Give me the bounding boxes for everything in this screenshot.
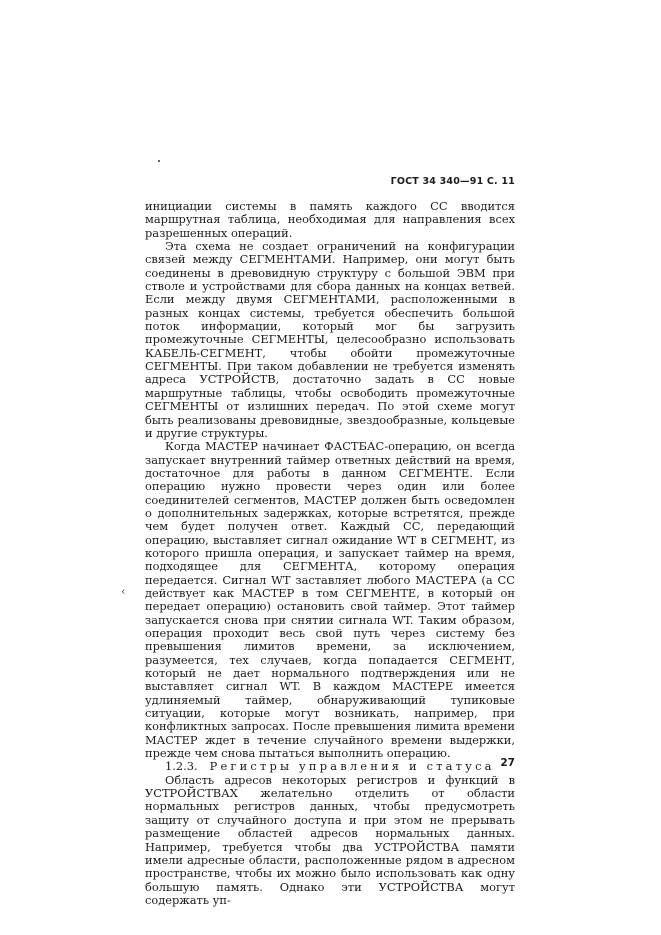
body-text	[145, 200, 515, 907]
paragraph-continuation: инициации системы в память каждого СС вводится маршрутная таблица, необходимая для направления всех разрешенных операций.	[145, 199, 515, 240]
section-title: Регистры управления и статуса	[209, 759, 495, 774]
section-number: 1.2.3.	[165, 759, 198, 774]
paragraph-topology: Эта схема не создает ограничений на конфигурации связей между СЕГМЕНТАМИ. Например, они могут быть соединены в древовидную структуру с большой ЭВМ при стволе и устройствами для сбора данных на концах ветвей. Если между двумя СЕГМЕНТАМИ, расположенными в разных концах системы, требуется обеспечить большой поток информации, который мог бы загрузить промежуточные СЕГМЕНТЫ, целесообразно использовать КАБЕЛЬ-СЕГМЕНТ, чтобы обойти промежуточные СЕГМЕНТЫ. При таком добавлении не требуется изменять адреса УСТРОЙСТВ, достаточно задать в СС новые маршрутные таблицы, чтобы освободить промежуточные СЕГМЕНТЫ от излишних передач. По этой схеме могут быть реализованы древовидные, звездообразные, кольцевые и другие структуры.	[145, 239, 515, 440]
speck-mark	[158, 160, 160, 162]
paragraph-registers: Область адресов некоторых регистров и функций в УСТРОЙСТВАХ желательно отделить от области нормальных регистров данных, чтобы предусмотреть защиту от случайного доступа и при этом не прерывать размещение областей адресов нормальных данных. Например, требуется чтобы два УСТРОЙСТВА памяти имели адресные области, расположенные рядом в адресном пространстве, чтобы их можно было использовать как одну большую память. Однако эти УСТРОЙСТВА могут содержать уп-	[145, 772, 515, 907]
section-heading	[145, 760, 515, 773]
page-number: 27	[500, 757, 515, 769]
paragraph-timer: Когда МАСТЕР начинает ФАСТБАС-операцию, он всегда запускает внутренний таймер ответных действий на время, достаточное для работы в данном СЕГМЕНТЕ. Если операцию нужно провести через один или более соединителей сегментов, МАСТЕР должен быть осведомлен о дополнительных задержках, которые встретятся, прежде чем будет получен ответ. Каждый СС, передающий операцию, выставляет сигнал ожидание WT в СЕГМЕНТ, из которого пришла операция, и запускает таймер на время, подходящее для СЕГМЕНТА, которому операция передается. Сигнал WT заставляет любого МАСТЕРА (а СС действует как МАСТЕР в том СЕГМЕНТЕ, в который он передает операцию) остановить свой таймер. Этот таймер запускается снова при снятии сигнала WT. Таким образом, операция проходит весь свой путь через систему без превышения лимитов времени, за исключением, разумеется, тех случаев, когда попадается СЕГМЕНТ, который не дает нормального подтверждения или не выставляет сигнал WT. В каждом МАСТЕРЕ имеется удлиняемый таймер, обнаруживающий тупиковые ситуации, которые могут возникать, например, при конфликтных запросах. После превышения лимита времени МАСТЕР ждет в течение случайного времени выдержки, прежде чем снова пытаться выполнить операцию.	[145, 439, 515, 761]
margin-mark: ‹	[121, 585, 126, 598]
running-header: ГОСТ 34 340—91 С. 11	[390, 176, 515, 187]
